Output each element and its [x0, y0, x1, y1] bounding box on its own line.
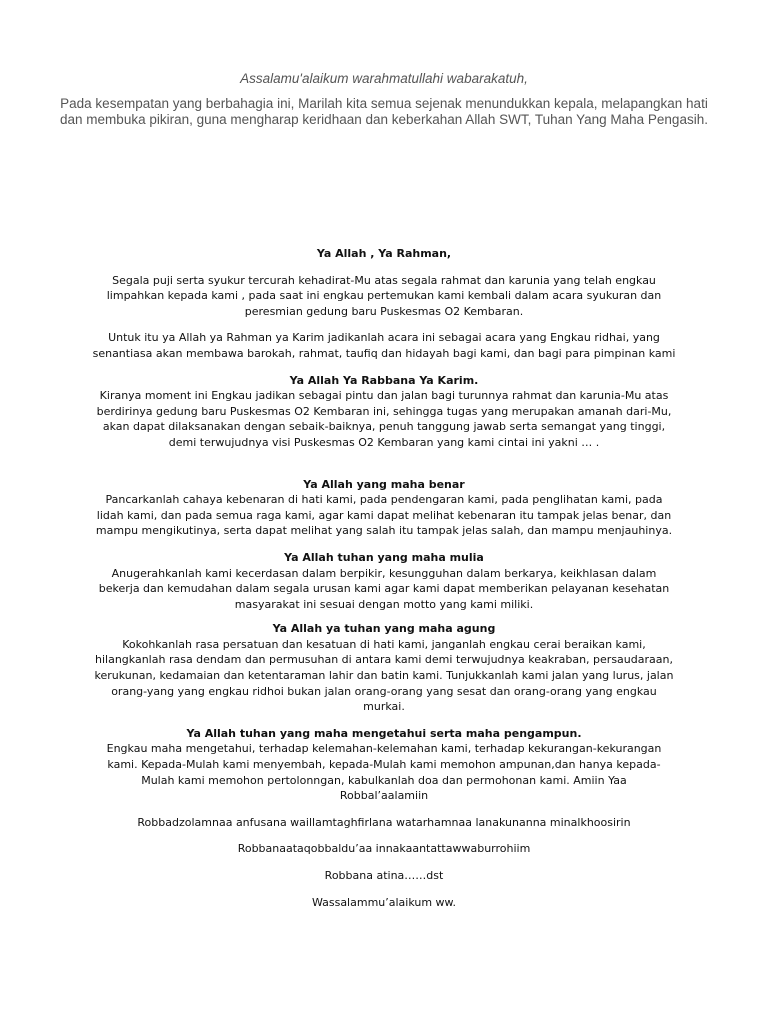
section-heading: Ya Allah , Ya Rahman,	[316, 247, 452, 260]
text-line: peresmian gedung baru Puskesmas O2 Kembaran.	[244, 304, 524, 318]
closing-line: Wassalammu’alaikum ww.	[311, 895, 457, 909]
text-line: Engkau maha mengetahui, terhadap kelemahan-kelemahan kami, terhadap kekurangan-kekurangan	[106, 742, 662, 756]
text-line: Robbal’aalamiin	[339, 789, 429, 803]
text-line: mampu mengikutinya, serta dapat melihat yang salah itu tampak jelas salah, dan mampu menjauhinya.	[95, 524, 673, 538]
section-heading: Ya Allah tuhan yang maha mulia	[284, 550, 484, 564]
greeting-text: Assalamu'alaikum warahmatullahi wabarakatuh,	[240, 71, 528, 86]
closing-line: Robbadzolamnaa anfusana waillamtaghfirlana watarhamnaa lanakunanna minalkhoosirin	[137, 815, 631, 829]
text-line: Segala puji serta syukur tercurah kehadirat-Mu atas segala rahmat dan karunia yang telah engkau	[112, 273, 656, 287]
text-line: Mulah kami memohon pertolonngan, kabulkanlah doa dan permohonan kami. Amiin Yaa	[141, 773, 627, 787]
text-line: Anugerahkanlah kami kecerdasan dalam berpikir, kesungguhan dalam berkarya, keikhlasan dalam	[111, 566, 657, 580]
text-line: lidah kami, dan pada semua raga kami, agar kami dapat melihat kebenaran itu tampak jelas benar, dan	[96, 508, 672, 522]
opening-paragraph: Pada kesempatan yang berbahagia ini, Marilah kita semua sejenak menundukkan kepala, melapangkan hati dan membuka pikiran, guna mengharap keridhaan dan keberkahan Allah SWT, Tuhan Yang Maha Pengasih.	[60, 96, 708, 127]
text-line: hilangkanlah rasa dendam dan permusuhan di antara kami demi terwujudnya keakraban, persaudaraan,	[95, 653, 673, 667]
text-line: kami. Kepada-Mulah kami menyembah, kepada-Mulah kami memohon ampunan,dan hanya kepada-	[107, 758, 661, 772]
text-line: Kokohkanlah rasa persatuan dan kesatuan di hati kami, janganlah engkau cerai beraikan kami,	[122, 637, 646, 651]
text-line: murkai.	[363, 700, 405, 714]
text-line: demi terwujudnya visi Puskesmas O2 Kembaran yang kami cintai ini yakni … .	[168, 435, 600, 449]
text-line: kerukunan, kedamaian dan ketentaraman lahir dan batin kami. Tunjukkanlah kami jalan yang lurus, jalan	[94, 669, 674, 683]
section-heading: Ya Allah tuhan yang maha mengetahui serta maha pengampun.	[186, 726, 582, 740]
section-heading: Ya Allah Ya Rabbana Ya Karim.	[289, 373, 479, 387]
text-line: senantiasa akan membawa barokah, rahmat, taufiq dan hidayah bagi kami, dan bagi para pimpinan kami	[92, 346, 676, 360]
closing-line: Robbanaataqobbaldu’aa innakaantattawwaburrohiim	[237, 842, 531, 856]
text-line: bekerja dan kemudahan dalam segala urusan kami agar kami dapat memberikan pelayanan kesehatan	[98, 582, 670, 596]
section-heading: Ya Allah ya tuhan yang maha agung	[272, 622, 496, 636]
text-line: limpahkan kepada kami , pada saat ini engkau pertemukan kami kembali dalam acara syukuran dan	[106, 289, 662, 303]
text-line: Kiranya moment ini Engkau jadikan sebagai pintu dan jalan bagi turunnya rahmat dan karunia-Mu atas	[99, 389, 669, 403]
text-line: berdirinya gedung baru Puskesmas O2 Kembaran ini, sehingga tugas yang merupakan amanah dari-Mu,	[96, 404, 672, 418]
prayer-body	[70, 246, 698, 910]
text-line: Pancarkanlah cahaya kebenaran di hati kami, pada pendengaran kami, pada penglihatan kami, pada	[105, 493, 663, 507]
text-line: akan dapat dilaksanakan dengan sebaik-baiknya, penuh tanggung jawab serta semangat yang tinggi,	[102, 420, 666, 434]
text-line: Untuk itu ya Allah ya Rahman ya Karim jadikanlah acara ini sebagai acara yang Engkau ridhai, yang	[108, 331, 660, 345]
closing-line: Robbana atina……dst	[324, 869, 444, 882]
section-heading: Ya Allah yang maha benar	[303, 477, 465, 491]
text-line: orang-yang yang engkau ridhoi bukan jalan orang-orang yang sesat dan orang-orang yang engkau	[111, 684, 657, 698]
text-line: masyarakat ini sesuai dengan motto yang kami miliki.	[234, 597, 534, 611]
